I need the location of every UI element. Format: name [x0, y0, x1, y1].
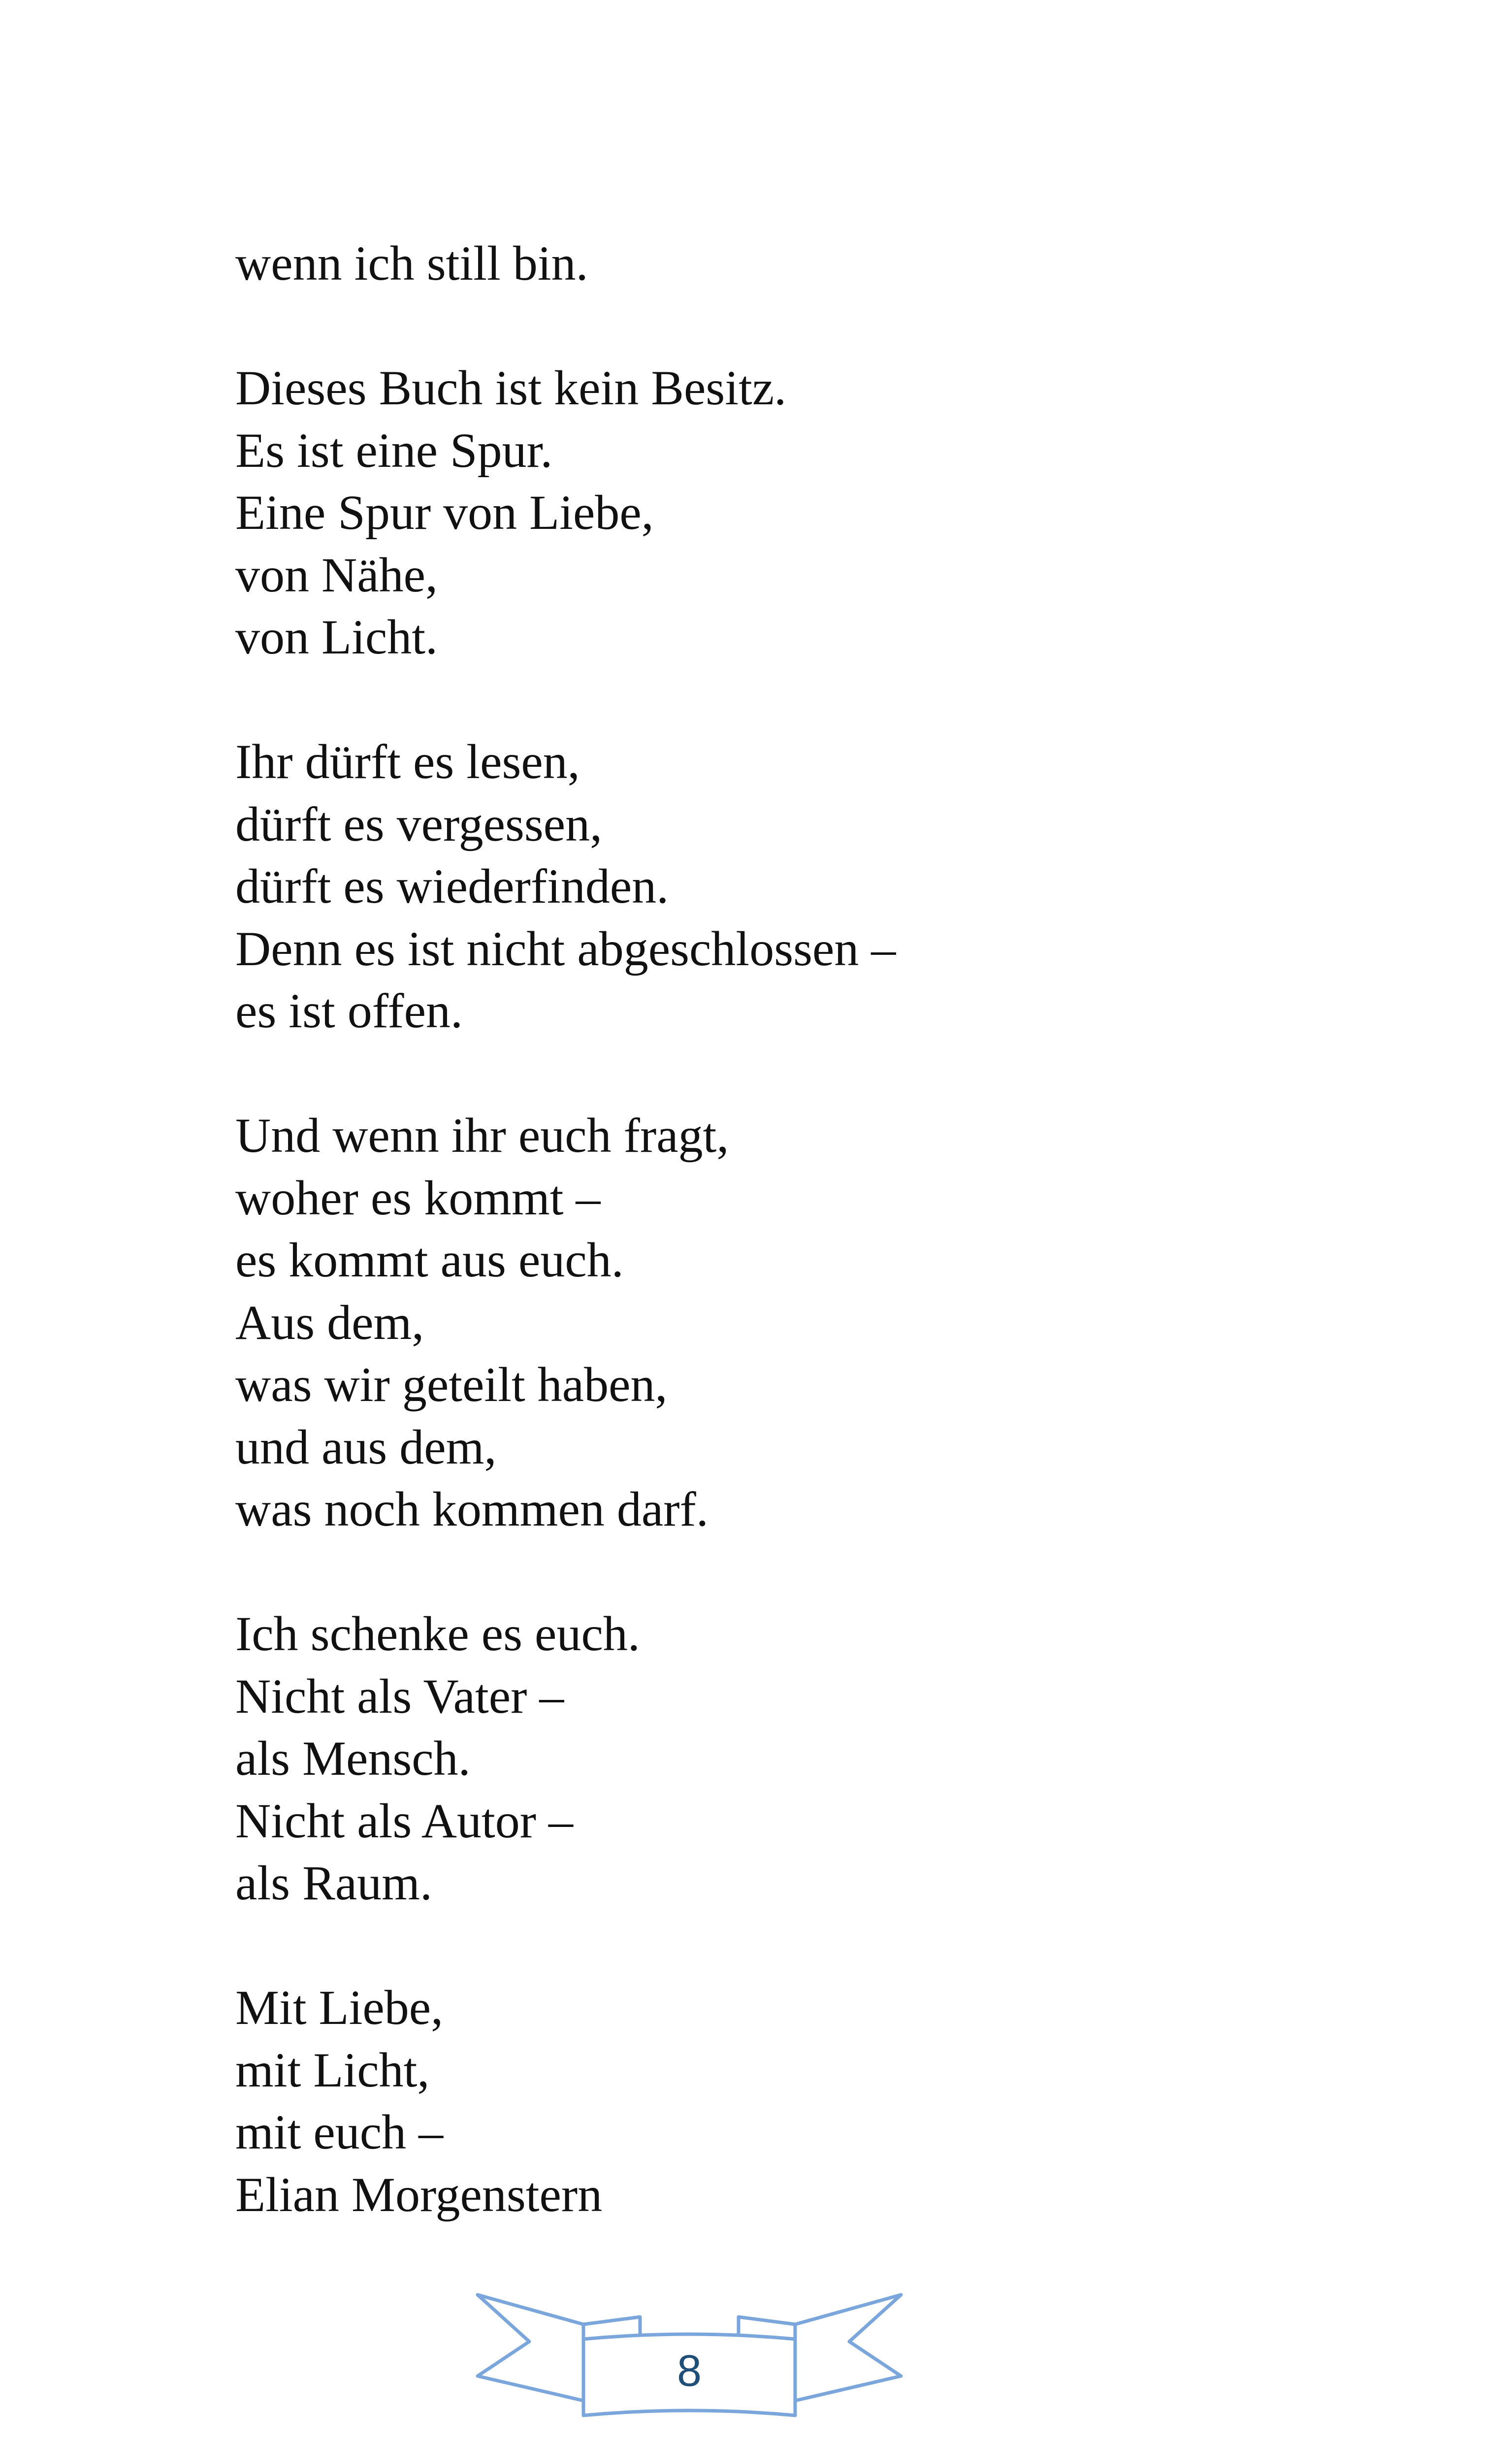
- poem-line: was noch kommen darf.: [235, 1482, 708, 1536]
- stanza-gap: [235, 1915, 1368, 1977]
- stanza-gap: [235, 669, 1368, 731]
- poem-line: von Licht.: [235, 610, 438, 664]
- page-number: 8: [676, 2346, 702, 2396]
- poem-line: mit euch –: [235, 2105, 444, 2159]
- poem-text: [235, 232, 1368, 2226]
- poem-line: Nicht als Vater –: [235, 1668, 564, 1724]
- poem-line: Denn es ist nicht abgeschlossen –: [235, 921, 896, 976]
- poem-line: es ist offen.: [235, 983, 463, 1038]
- poem-line: Aus dem,: [235, 1295, 424, 1350]
- poem-line: Elian Morgenstern: [235, 2167, 603, 2222]
- poem-line: woher es kommt –: [235, 1170, 601, 1225]
- poem-line: wenn ich still bin.: [235, 236, 588, 291]
- poem-line: als Raum.: [235, 1856, 432, 1910]
- poem-line: was wir geteilt haben,: [235, 1357, 668, 1412]
- poem-line: Dieses Buch ist kein Besitz.: [235, 360, 787, 415]
- poem-line: mit Licht,: [235, 2042, 430, 2097]
- poem-line: Und wenn ihr euch fragt,: [235, 1108, 729, 1163]
- poem-line: Es ist eine Spur.: [235, 423, 553, 478]
- poem-line: von Nähe,: [235, 547, 438, 602]
- poem-line: dürft es vergessen,: [235, 796, 603, 851]
- poem-line: Mit Liebe,: [235, 1980, 444, 2035]
- stanza-gap: [235, 1541, 1368, 1603]
- poem-line: Ich schenke es euch.: [235, 1606, 640, 1661]
- poem-line: Eine Spur von Liebe,: [235, 485, 654, 540]
- poem-line: Ihr dürft es lesen,: [235, 734, 580, 789]
- poem-line: dürft es wiederfinden.: [235, 859, 669, 913]
- poem-line: als Mensch.: [235, 1731, 471, 1786]
- poem-line: Nicht als Autor –: [235, 1793, 574, 1848]
- poem-line: es kommt aus euch.: [235, 1233, 624, 1287]
- poem-line: und aus dem,: [235, 1419, 497, 1474]
- stanza-gap: [235, 1042, 1368, 1105]
- stanza-gap: [235, 295, 1368, 358]
